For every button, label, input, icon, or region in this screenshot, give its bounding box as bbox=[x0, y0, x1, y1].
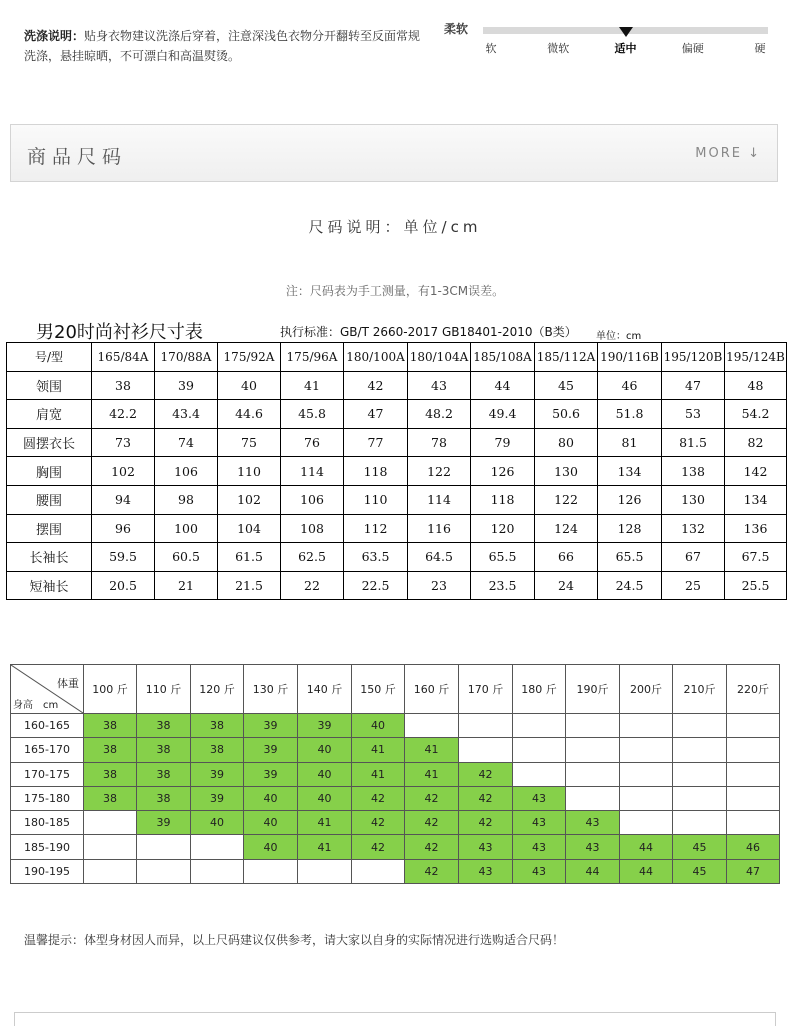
measure-note: 注：尺码表为手工测量，有1-3CM误差。 bbox=[285, 284, 505, 298]
recommended-size-cell: 40 bbox=[352, 714, 405, 738]
size-cell: 23.5 bbox=[471, 571, 535, 600]
size-column-header: 195/120B bbox=[662, 343, 725, 372]
size-cell: 39 bbox=[155, 371, 218, 400]
recommended-size-cell: 39 bbox=[191, 786, 244, 810]
size-cell: 21 bbox=[155, 571, 218, 600]
size-table-corner: 号/型 bbox=[7, 343, 92, 372]
size-cell: 106 bbox=[281, 485, 344, 514]
size-cell: 50.6 bbox=[535, 400, 598, 429]
recommended-size-cell: 43 bbox=[459, 835, 513, 859]
size-cell: 25 bbox=[662, 571, 725, 600]
size-cell: 75 bbox=[218, 428, 281, 457]
recommended-size-cell: 43 bbox=[566, 835, 620, 859]
empty-cell bbox=[566, 738, 620, 762]
recommended-size-cell: 43 bbox=[513, 859, 566, 883]
recommended-size-cell: 39 bbox=[244, 762, 298, 786]
recommended-size-cell: 41 bbox=[352, 762, 405, 786]
recommended-size-cell: 38 bbox=[137, 738, 191, 762]
recommended-size-cell: 44 bbox=[620, 859, 673, 883]
empty-cell bbox=[459, 738, 513, 762]
size-cell: 130 bbox=[535, 457, 598, 486]
empty-cell bbox=[727, 786, 780, 810]
recommended-size-cell: 43 bbox=[513, 835, 566, 859]
recommended-size-cell: 42 bbox=[352, 786, 405, 810]
recommended-size-cell: 43 bbox=[566, 811, 620, 835]
size-table-row bbox=[7, 371, 787, 400]
size-table-header bbox=[7, 343, 787, 372]
size-cell: 20.5 bbox=[92, 571, 155, 600]
recommended-size-cell: 43 bbox=[459, 859, 513, 883]
recommended-size-cell: 43 bbox=[513, 811, 566, 835]
size-cell: 45.8 bbox=[281, 400, 344, 429]
size-cell: 61.5 bbox=[218, 543, 281, 572]
size-cell: 81 bbox=[598, 428, 662, 457]
size-cell: 114 bbox=[281, 457, 344, 486]
recommended-size-cell: 39 bbox=[298, 714, 352, 738]
weight-axis-label: 体重 bbox=[57, 677, 79, 690]
size-cell: 110 bbox=[344, 485, 408, 514]
size-cell: 67 bbox=[662, 543, 725, 572]
size-column-header: 180/104A bbox=[408, 343, 471, 372]
size-cell: 134 bbox=[598, 457, 662, 486]
softness-level-label: 偏硬 bbox=[681, 42, 704, 55]
recommended-size-cell: 40 bbox=[244, 835, 298, 859]
empty-cell bbox=[673, 762, 727, 786]
size-cell: 118 bbox=[344, 457, 408, 486]
weight-column-header: 120 斤 bbox=[191, 665, 244, 714]
empty-cell bbox=[673, 786, 727, 810]
wash-instructions bbox=[24, 26, 424, 66]
recommended-size-cell: 42 bbox=[405, 859, 459, 883]
empty-cell bbox=[513, 738, 566, 762]
size-cell: 48.2 bbox=[408, 400, 471, 429]
recommended-size-cell: 44 bbox=[566, 859, 620, 883]
size-column-header: 165/84A bbox=[92, 343, 155, 372]
next-section-frame bbox=[14, 1012, 776, 1026]
size-column-header: 170/88A bbox=[155, 343, 218, 372]
size-cell: 126 bbox=[598, 485, 662, 514]
size-cell: 118 bbox=[471, 485, 535, 514]
empty-cell bbox=[191, 835, 244, 859]
recommend-row bbox=[11, 762, 780, 786]
size-table-row bbox=[7, 543, 787, 572]
size-row-label: 圆摆衣长 bbox=[7, 428, 92, 457]
size-cell: 44 bbox=[471, 371, 535, 400]
empty-cell bbox=[137, 835, 191, 859]
size-cell: 23 bbox=[408, 571, 471, 600]
size-table-row bbox=[7, 571, 787, 600]
recommend-row bbox=[11, 714, 780, 738]
recommended-size-cell: 41 bbox=[352, 738, 405, 762]
empty-cell bbox=[84, 835, 137, 859]
empty-cell bbox=[566, 786, 620, 810]
size-cell: 122 bbox=[408, 457, 471, 486]
weight-column-header: 110 斤 bbox=[137, 665, 191, 714]
softness-level-label: 软 bbox=[485, 42, 497, 55]
weight-column-header: 100 斤 bbox=[84, 665, 137, 714]
size-cell: 59.5 bbox=[92, 543, 155, 572]
recommended-size-cell: 38 bbox=[84, 714, 137, 738]
size-cell: 102 bbox=[92, 457, 155, 486]
size-tip: 温馨提示：体型身材因人而异，以上尺码建议仅供参考，请大家以自身的实际情况进行选购适合尺码！ bbox=[24, 933, 565, 947]
size-cell: 47 bbox=[344, 400, 408, 429]
weight-column-header: 180 斤 bbox=[513, 665, 566, 714]
size-cell: 142 bbox=[725, 457, 787, 486]
recommended-size-cell: 47 bbox=[727, 859, 780, 883]
weight-column-header: 190斤 bbox=[566, 665, 620, 714]
empty-cell bbox=[673, 738, 727, 762]
empty-cell bbox=[727, 714, 780, 738]
size-cell: 41 bbox=[281, 371, 344, 400]
empty-cell bbox=[405, 714, 459, 738]
size-cell: 82 bbox=[725, 428, 787, 457]
height-row-label: 170-175 bbox=[11, 762, 84, 786]
softness-level-label: 硬 bbox=[754, 42, 766, 55]
size-cell: 48 bbox=[725, 371, 787, 400]
recommended-size-cell: 39 bbox=[191, 762, 244, 786]
size-chart-title: 男20时尚衬衫尺寸表 bbox=[36, 322, 203, 343]
size-cell: 104 bbox=[218, 514, 281, 543]
weight-column-header: 140 斤 bbox=[298, 665, 352, 714]
size-table-row bbox=[7, 400, 787, 429]
size-row-label: 肩宽 bbox=[7, 400, 92, 429]
recommend-corner bbox=[11, 665, 84, 714]
size-column-header: 175/96A bbox=[281, 343, 344, 372]
empty-cell bbox=[620, 714, 673, 738]
size-cell: 67.5 bbox=[725, 543, 787, 572]
recommended-size-cell: 42 bbox=[352, 811, 405, 835]
size-cell: 47 bbox=[662, 371, 725, 400]
size-cell: 65.5 bbox=[471, 543, 535, 572]
weight-column-header: 210斤 bbox=[673, 665, 727, 714]
recommended-size-cell: 43 bbox=[513, 786, 566, 810]
size-cell: 66 bbox=[535, 543, 598, 572]
recommended-size-cell: 40 bbox=[298, 786, 352, 810]
weight-column-header: 150 斤 bbox=[352, 665, 405, 714]
size-cell: 120 bbox=[471, 514, 535, 543]
weight-column-header: 200斤 bbox=[620, 665, 673, 714]
size-cell: 128 bbox=[598, 514, 662, 543]
size-cell: 43 bbox=[408, 371, 471, 400]
empty-cell bbox=[620, 786, 673, 810]
size-table-row bbox=[7, 514, 787, 543]
recommended-size-cell: 40 bbox=[298, 738, 352, 762]
wash-text: 贴身衣物建议洗涤后穿着，注意深浅色衣物分开翻转至反面常规洗涤，悬挂晾晒，不可漂白和高温熨烫。 bbox=[24, 29, 421, 63]
softness-marker-icon bbox=[619, 27, 633, 37]
size-cell: 136 bbox=[725, 514, 787, 543]
size-cell: 126 bbox=[471, 457, 535, 486]
recommended-size-cell: 44 bbox=[620, 835, 673, 859]
size-table-row bbox=[7, 457, 787, 486]
size-cell: 132 bbox=[662, 514, 725, 543]
size-cell: 81.5 bbox=[662, 428, 725, 457]
size-column-header: 195/124B bbox=[725, 343, 787, 372]
recommended-size-cell: 42 bbox=[459, 762, 513, 786]
empty-cell bbox=[673, 714, 727, 738]
wash-label: 洗涤说明： bbox=[24, 29, 85, 43]
recommended-size-cell: 45 bbox=[673, 835, 727, 859]
size-cell: 40 bbox=[218, 371, 281, 400]
empty-cell bbox=[84, 859, 137, 883]
recommended-size-cell: 38 bbox=[84, 762, 137, 786]
size-cell: 51.8 bbox=[598, 400, 662, 429]
size-cell: 79 bbox=[471, 428, 535, 457]
recommended-size-cell: 42 bbox=[459, 811, 513, 835]
size-cell: 42 bbox=[344, 371, 408, 400]
recommended-size-cell: 40 bbox=[244, 811, 298, 835]
size-row-label: 长袖长 bbox=[7, 543, 92, 572]
empty-cell bbox=[727, 811, 780, 835]
size-cell: 96 bbox=[92, 514, 155, 543]
recommended-size-cell: 46 bbox=[727, 835, 780, 859]
recommended-size-cell: 38 bbox=[84, 786, 137, 810]
size-column-header: 175/92A bbox=[218, 343, 281, 372]
softness-level-label: 微软 bbox=[547, 42, 570, 55]
empty-cell bbox=[620, 811, 673, 835]
height-axis-label: 身高 cm bbox=[13, 700, 59, 711]
recommended-size-cell: 40 bbox=[191, 811, 244, 835]
recommended-size-cell: 38 bbox=[191, 714, 244, 738]
size-cell: 80 bbox=[535, 428, 598, 457]
softness-title: 柔软 bbox=[444, 22, 469, 36]
size-cell: 63.5 bbox=[344, 543, 408, 572]
recommended-size-cell: 41 bbox=[405, 762, 459, 786]
recommended-size-cell: 39 bbox=[244, 738, 298, 762]
recommended-size-cell: 41 bbox=[405, 738, 459, 762]
size-cell: 54.2 bbox=[725, 400, 787, 429]
size-cell: 74 bbox=[155, 428, 218, 457]
empty-cell bbox=[84, 811, 137, 835]
size-cell: 138 bbox=[662, 457, 725, 486]
size-cell: 22 bbox=[281, 571, 344, 600]
height-row-label: 180-185 bbox=[11, 811, 84, 835]
empty-cell bbox=[137, 859, 191, 883]
size-cell: 24.5 bbox=[598, 571, 662, 600]
weight-column-header: 130 斤 bbox=[244, 665, 298, 714]
size-column-header: 185/112A bbox=[535, 343, 598, 372]
empty-cell bbox=[727, 738, 780, 762]
size-cell: 25.5 bbox=[725, 571, 787, 600]
size-cell: 94 bbox=[92, 485, 155, 514]
size-cell: 45 bbox=[535, 371, 598, 400]
empty-cell bbox=[513, 762, 566, 786]
recommended-size-cell: 38 bbox=[191, 738, 244, 762]
size-cell: 49.4 bbox=[471, 400, 535, 429]
size-row-label: 短袖长 bbox=[7, 571, 92, 600]
weight-column-header: 170 斤 bbox=[459, 665, 513, 714]
size-cell: 100 bbox=[155, 514, 218, 543]
weight-column-header: 160 斤 bbox=[405, 665, 459, 714]
recommended-size-cell: 38 bbox=[137, 762, 191, 786]
size-cell: 43.4 bbox=[155, 400, 218, 429]
empty-cell bbox=[191, 859, 244, 883]
height-row-label: 185-190 bbox=[11, 835, 84, 859]
size-cell: 24 bbox=[535, 571, 598, 600]
size-cell: 53 bbox=[662, 400, 725, 429]
banner-title: 商品尺码 bbox=[27, 146, 128, 168]
size-row-label: 腰围 bbox=[7, 485, 92, 514]
empty-cell bbox=[673, 811, 727, 835]
size-cell: 102 bbox=[218, 485, 281, 514]
empty-cell bbox=[727, 762, 780, 786]
size-cell: 46 bbox=[598, 371, 662, 400]
size-column-header: 185/108A bbox=[471, 343, 535, 372]
empty-cell bbox=[352, 859, 405, 883]
recommended-size-cell: 45 bbox=[673, 859, 727, 883]
softness-level-label: 适中 bbox=[614, 42, 637, 55]
size-row-label: 摆围 bbox=[7, 514, 92, 543]
empty-cell bbox=[566, 762, 620, 786]
size-cell: 65.5 bbox=[598, 543, 662, 572]
size-cell: 62.5 bbox=[281, 543, 344, 572]
size-cell: 134 bbox=[725, 485, 787, 514]
size-table bbox=[6, 342, 787, 600]
recommended-size-cell: 38 bbox=[84, 738, 137, 762]
size-column-header: 190/116B bbox=[598, 343, 662, 372]
size-cell: 114 bbox=[408, 485, 471, 514]
size-cell: 116 bbox=[408, 514, 471, 543]
empty-cell bbox=[513, 714, 566, 738]
size-cell: 60.5 bbox=[155, 543, 218, 572]
size-cell: 77 bbox=[344, 428, 408, 457]
size-row-label: 领围 bbox=[7, 371, 92, 400]
recommend-header bbox=[11, 665, 780, 714]
size-cell: 42.2 bbox=[92, 400, 155, 429]
size-cell: 124 bbox=[535, 514, 598, 543]
size-cell: 122 bbox=[535, 485, 598, 514]
recommend-table bbox=[10, 664, 780, 884]
empty-cell bbox=[566, 714, 620, 738]
size-cell: 64.5 bbox=[408, 543, 471, 572]
size-note: 尺码说明：单位/cm bbox=[308, 218, 482, 236]
recommended-size-cell: 38 bbox=[137, 786, 191, 810]
size-cell: 98 bbox=[155, 485, 218, 514]
size-column-header: 180/100A bbox=[344, 343, 408, 372]
recommended-size-cell: 42 bbox=[405, 811, 459, 835]
empty-cell bbox=[620, 762, 673, 786]
size-cell: 112 bbox=[344, 514, 408, 543]
empty-cell bbox=[298, 859, 352, 883]
size-table-row bbox=[7, 485, 787, 514]
weight-column-header: 220斤 bbox=[727, 665, 780, 714]
empty-cell bbox=[459, 714, 513, 738]
size-cell: 73 bbox=[92, 428, 155, 457]
size-cell: 130 bbox=[662, 485, 725, 514]
recommend-row bbox=[11, 835, 780, 859]
recommended-size-cell: 42 bbox=[352, 835, 405, 859]
size-table-row bbox=[7, 428, 787, 457]
size-cell: 78 bbox=[408, 428, 471, 457]
recommended-size-cell: 39 bbox=[244, 714, 298, 738]
recommended-size-cell: 42 bbox=[405, 835, 459, 859]
size-cell: 106 bbox=[155, 457, 218, 486]
size-cell: 108 bbox=[281, 514, 344, 543]
recommended-size-cell: 40 bbox=[298, 762, 352, 786]
recommend-row bbox=[11, 811, 780, 835]
more-link[interactable]: MORE ↓ bbox=[695, 146, 761, 161]
recommend-row bbox=[11, 738, 780, 762]
recommended-size-cell: 39 bbox=[137, 811, 191, 835]
height-row-label: 165-170 bbox=[11, 738, 84, 762]
size-chart-standard: 执行标准：GB/T 2660-2017 GB18401-2010（B类） bbox=[280, 325, 577, 339]
recommend-row bbox=[11, 786, 780, 810]
size-row-label: 胸围 bbox=[7, 457, 92, 486]
size-cell: 22.5 bbox=[344, 571, 408, 600]
size-cell: 110 bbox=[218, 457, 281, 486]
recommended-size-cell: 42 bbox=[405, 786, 459, 810]
empty-cell bbox=[244, 859, 298, 883]
size-cell: 44.6 bbox=[218, 400, 281, 429]
recommended-size-cell: 41 bbox=[298, 811, 352, 835]
recommended-size-cell: 40 bbox=[244, 786, 298, 810]
recommended-size-cell: 42 bbox=[459, 786, 513, 810]
empty-cell bbox=[620, 738, 673, 762]
size-cell: 76 bbox=[281, 428, 344, 457]
recommended-size-cell: 41 bbox=[298, 835, 352, 859]
size-cell: 21.5 bbox=[218, 571, 281, 600]
height-row-label: 160-165 bbox=[11, 714, 84, 738]
size-chart-unit: 单位：cm bbox=[596, 331, 642, 342]
recommend-row bbox=[11, 859, 780, 883]
size-cell: 38 bbox=[92, 371, 155, 400]
recommended-size-cell: 38 bbox=[137, 714, 191, 738]
section-banner bbox=[10, 124, 778, 182]
height-row-label: 190-195 bbox=[11, 859, 84, 883]
height-row-label: 175-180 bbox=[11, 786, 84, 810]
